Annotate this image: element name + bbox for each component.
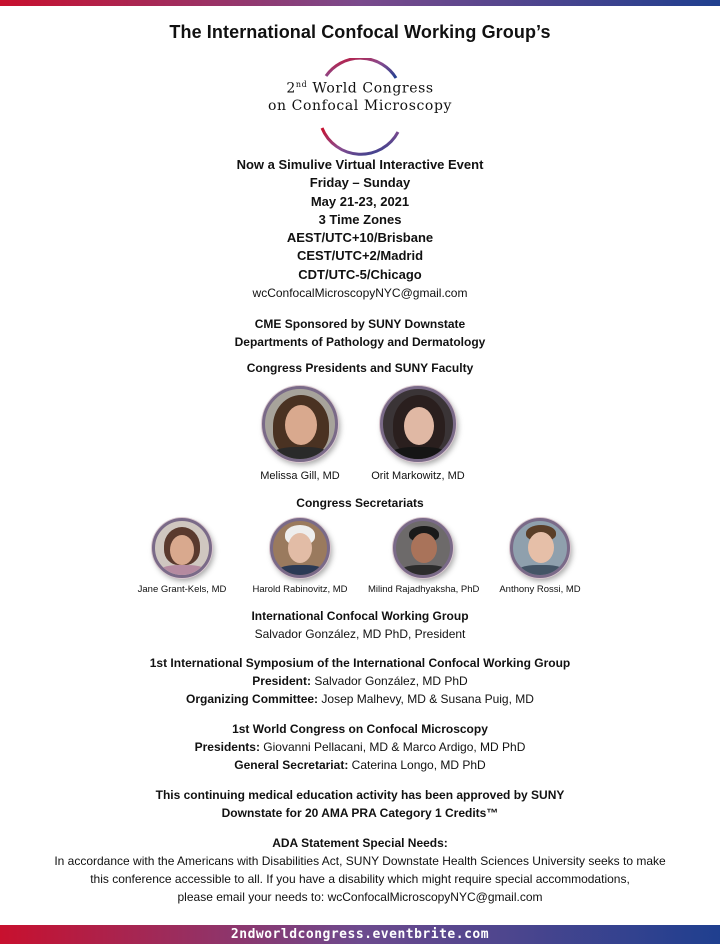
timezone-aest: AEST/UTC+10/Brisbane bbox=[286, 230, 434, 246]
person-name: Milind Rajadhyaksha, PhD bbox=[368, 584, 480, 595]
top-gradient-bar bbox=[0, 0, 720, 6]
logo-line-2: on Confocal Microscopy bbox=[267, 98, 453, 114]
ada-title: ADA Statement Special Needs: bbox=[272, 836, 448, 850]
icwg-section bbox=[0, 607, 720, 643]
congress-logo bbox=[240, 58, 480, 158]
event-timezones: 3 Time Zones bbox=[318, 211, 402, 227]
symposium-president: President: Salvador González, MD PhD bbox=[252, 674, 468, 688]
ada-line-1: In accordance with the Americans with Disabilities Act, SUNY Downstate Health Sciences University seeks to make bbox=[54, 854, 666, 868]
event-info bbox=[0, 156, 720, 302]
first-congress-section bbox=[0, 720, 720, 774]
avatar bbox=[380, 386, 456, 462]
page-title: The International Confocal Working Group’s bbox=[169, 22, 551, 42]
secretariat-card bbox=[132, 518, 232, 595]
secretariat-card bbox=[250, 518, 350, 595]
cme-sponsor bbox=[0, 315, 720, 351]
ada-line-2: this conference accessible to all. If you have a disability which might require special accommodations, bbox=[90, 872, 630, 886]
secretariat-card bbox=[368, 518, 478, 595]
accreditation-statement bbox=[0, 786, 720, 822]
footer-url-link[interactable]: 2ndworldcongress.eventbrite.com bbox=[0, 925, 720, 944]
symposium-title: 1st International Symposium of the International Confocal Working Group bbox=[149, 656, 571, 670]
presidents-heading: Congress Presidents and SUNY Faculty bbox=[246, 361, 474, 375]
event-days: Friday – Sunday bbox=[309, 175, 411, 191]
accreditation-line-2: Downstate for 20 AMA PRA Category 1 Credits™ bbox=[221, 806, 499, 820]
avatar bbox=[262, 386, 338, 462]
president-card bbox=[363, 386, 473, 482]
event-format: Now a Simulive Virtual Interactive Event bbox=[236, 157, 484, 172]
timezone-cdt: CDT/UTC-5/Chicago bbox=[298, 266, 422, 282]
secretariat-card bbox=[490, 518, 590, 595]
first-congress-title: 1st World Congress on Confocal Microscopy bbox=[232, 722, 488, 736]
icwg-title: International Confocal Working Group bbox=[251, 609, 469, 623]
logo-line-1: 2nd World Congress bbox=[286, 80, 434, 97]
symposium-section bbox=[0, 654, 720, 708]
timezone-cest: CEST/UTC+2/Madrid bbox=[296, 248, 424, 264]
icwg-president: Salvador González, MD PhD, President bbox=[254, 627, 466, 641]
person-name: Harold Rabinovitz, MD bbox=[252, 584, 348, 595]
avatar bbox=[270, 518, 330, 578]
person-name: Anthony Rossi, MD bbox=[499, 584, 581, 595]
ada-line-3: please email your needs to: wcConfocalMicroscopyNYC@gmail.com bbox=[177, 890, 543, 904]
person-name: Orit Markowitz, MD bbox=[371, 470, 465, 482]
contact-email[interactable]: wcConfocalMicroscopyNYC@gmail.com bbox=[252, 286, 468, 301]
president-card bbox=[245, 386, 355, 482]
event-dates: May 21-23, 2021 bbox=[310, 193, 410, 209]
cme-line-2: Departments of Pathology and Dermatology bbox=[234, 335, 486, 349]
avatar bbox=[152, 518, 212, 578]
ada-statement bbox=[0, 834, 720, 906]
first-congress-presidents: Presidents: Giovanni Pellacani, MD & Marco Ardigo, MD PhD bbox=[194, 740, 526, 754]
avatar bbox=[510, 518, 570, 578]
first-congress-secretariat: General Secretariat: Caterina Longo, MD PhD bbox=[234, 758, 486, 772]
symposium-committee: Organizing Committee: Josep Malhevy, MD & Susana Puig, MD bbox=[186, 692, 534, 706]
cme-line-1: CME Sponsored by SUNY Downstate bbox=[254, 317, 466, 331]
accreditation-line-1: This continuing medical education activity has been approved by SUNY bbox=[155, 788, 565, 802]
person-name: Jane Grant-Kels, MD bbox=[137, 584, 227, 595]
secretariats-heading: Congress Secretariats bbox=[296, 496, 424, 510]
person-name: Melissa Gill, MD bbox=[260, 470, 340, 482]
avatar bbox=[393, 518, 453, 578]
